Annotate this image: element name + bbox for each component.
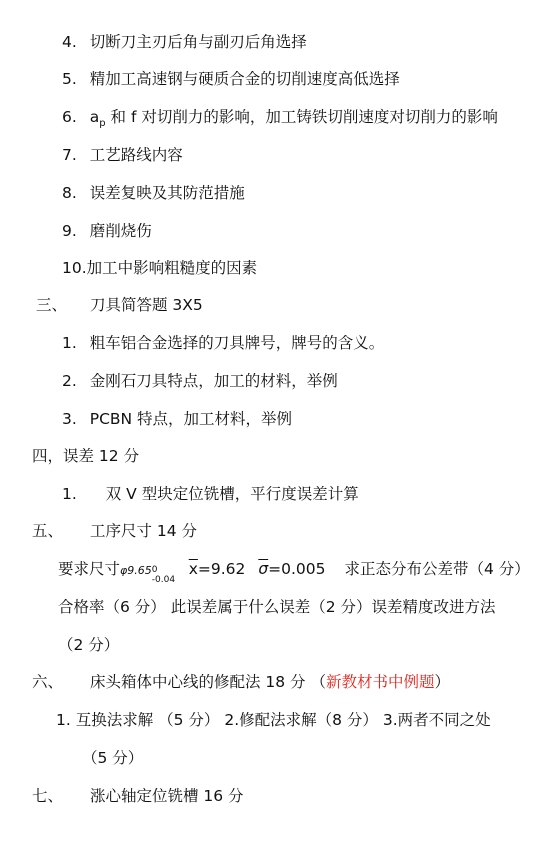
item-text-subscript: p <box>99 118 106 129</box>
text-content: 合格率（6 分） 此误差属于什么误差（2 分）误差精度改进方法 <box>58 598 496 616</box>
item-number: 7. <box>62 146 77 164</box>
item-text: 工艺路线内容 <box>89 146 183 164</box>
xbar-value: =9.62 <box>197 560 246 578</box>
list-item <box>62 31 307 53</box>
text-content: （2 分） <box>58 636 120 654</box>
item-text: PCBN 特点，加工材料，举例 <box>89 410 293 428</box>
list-item <box>62 182 245 204</box>
item-text: 粗车铝合金选择的刀具牌号，牌号的含义。 <box>89 334 385 352</box>
item-text: 加工中影响粗糙度的因素 <box>86 259 258 277</box>
section-heading <box>32 671 450 693</box>
item-number: 1. <box>62 485 77 503</box>
section-title: 床头箱体中心线的修配法 18 分 （ <box>89 673 326 691</box>
item-text: 精加工高速钢与硬质合金的切削速度高低选择 <box>89 70 400 88</box>
section-heading <box>32 520 197 542</box>
formula-line <box>58 558 530 585</box>
list-item <box>62 68 400 90</box>
red-note: 新教材书中例题 <box>325 673 435 691</box>
list-item <box>62 106 498 131</box>
phi-dimension: φ9.65 <box>120 564 152 577</box>
item-number: 1. <box>62 334 77 352</box>
item-text-rest: 和 f 对切削力的影响，加工铸铁切削速度对切削力的影响 <box>105 108 498 126</box>
item-number: 10. <box>62 259 87 277</box>
item-number: 9. <box>62 222 77 240</box>
sigma-symbol: $\overline{\sigma}$ <box>258 560 269 578</box>
section-heading <box>36 294 203 316</box>
item-text: 金刚石刀具特点，加工的材料，举例 <box>89 372 338 390</box>
list-item <box>62 370 338 392</box>
text-line <box>82 747 143 769</box>
list-item <box>62 220 152 242</box>
item-number: 6. <box>62 108 77 126</box>
item-text-a: a <box>89 108 100 126</box>
section-title: 工序尺寸 14 分 <box>89 522 198 540</box>
sigma-value: =0.005 <box>268 560 326 578</box>
section-number: 六、 <box>32 673 64 691</box>
section-heading <box>32 445 139 467</box>
section-title: 刀具简答题 3X5 <box>89 296 203 314</box>
tolerance-lower: -0.04 <box>151 574 176 585</box>
list-item <box>62 257 257 279</box>
item-number: 2. <box>62 372 77 390</box>
list-item <box>62 332 384 354</box>
formula-suffix: 求正态分布公差带（4 分） <box>344 560 530 578</box>
section-number: 三、 <box>36 296 68 314</box>
item-text: 误差复映及其防范措施 <box>89 184 245 202</box>
text-content: （5 分） <box>82 749 144 767</box>
list-item <box>62 483 359 505</box>
formula-prefix: 要求尺寸 <box>58 560 121 578</box>
item-number: 3. <box>62 410 77 428</box>
section-title: 四，误差 12 分 <box>32 447 140 465</box>
text-line <box>56 709 491 731</box>
list-item <box>62 408 292 430</box>
item-text: 双 V 型块定位铣槽，平行度误差计算 <box>105 485 359 503</box>
item-number: 4. <box>62 33 77 51</box>
list-item <box>62 144 183 166</box>
item-number: 8. <box>62 184 77 202</box>
text-content: 1. 互换法求解 （5 分） 2.修配法求解（8 分） 3.两者不同之处 <box>56 711 491 729</box>
item-text: 磨削烧伤 <box>89 222 152 240</box>
section-number: 七、 <box>32 787 64 805</box>
tolerance <box>151 559 180 585</box>
text-line <box>58 596 496 618</box>
tolerance-upper: 0 <box>151 564 158 575</box>
section-number: 五、 <box>32 522 64 540</box>
section-title-close: ） <box>434 673 450 691</box>
item-text: 切断刀主刃后角与副刃后角选择 <box>89 33 307 51</box>
item-number: 5. <box>62 70 77 88</box>
xbar-symbol: $\overline{x}$ <box>188 560 198 578</box>
text-line <box>58 634 119 656</box>
section-heading <box>32 785 244 807</box>
section-title: 涨心轴定位铣槽 16 分 <box>89 787 244 805</box>
